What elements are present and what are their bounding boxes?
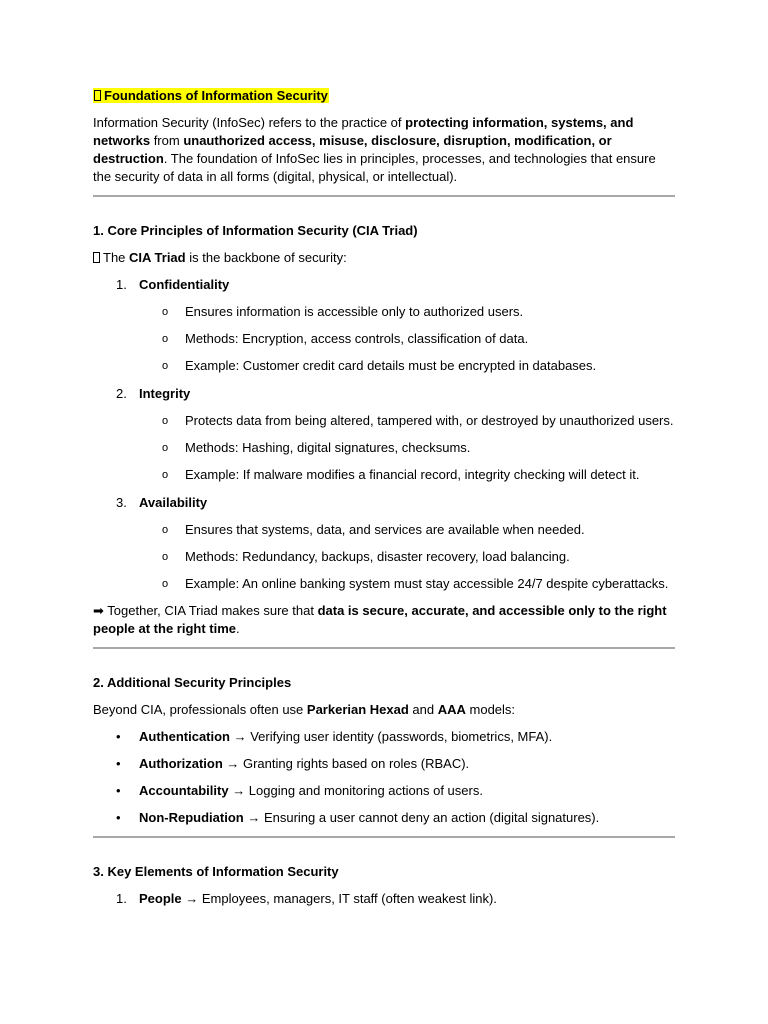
title-text: Foundations of Information Security [104,88,328,103]
document-body [93,87,675,908]
sub-bullet-marker: o [162,469,169,481]
sub-bullet-marker: o [162,360,169,372]
list-number: 1. [116,891,127,906]
sub-bullet-marker: o [162,524,169,536]
cia-lead-post: is the backbone of security: [185,250,347,265]
sub-list-item [93,439,675,457]
sub-item-text: Protects data from being altered, tampered with, or destroyed by unauthorized users. [185,413,674,428]
s2-lead-mid: and [408,702,438,717]
bullet-marker: • [116,783,121,798]
bullet-text: → Ensuring a user cannot deny an action (digital signatures). [243,810,600,825]
sub-item-text: Example: An online banking system must stay accessible 24/7 despite cyberattacks. [185,576,669,591]
sub-list-item [93,330,675,348]
sub-list-item [93,357,675,375]
sub-bullet-marker: o [162,442,169,454]
list-number: 3. [116,495,127,510]
bullet-text: → Logging and monitoring actions of users. [228,783,483,798]
sub-item-text: Methods: Redundancy, backups, disaster recovery, load balancing. [185,549,570,564]
s2-lead-bold-1: Parkerian Hexad [306,702,409,717]
bullet-marker: • [116,810,121,825]
placeholder-glyph-icon [94,90,101,101]
list-item-text: → Employees, managers, IT staff (often weakest link). [181,891,497,906]
bullet-item [93,755,675,773]
intro-bold-1: protecting information, systems, and networks [93,115,634,148]
sub-item-text: Ensures that systems, data, and services are available when needed. [185,522,585,537]
bullet-text: → Verifying user identity (passwords, biometrics, MFA). [230,729,553,744]
sub-item-text: Example: If malware modifies a financial record, integrity checking will detect it. [185,467,640,482]
list-item [93,890,675,908]
sub-list-item [93,303,675,321]
cia-lead-pre: The [103,250,130,265]
sub-bullet-marker: o [162,306,169,318]
list-item [93,276,675,294]
section-divider [93,195,675,197]
intro-text-3: . The foundation of InfoSec lies in principles, processes, and technologies that ensure the security of data in all forms (digital, physical, or intellectual). [93,151,656,184]
s2-lead-pre: Beyond CIA, professionals often use [93,702,307,717]
title-highlight [93,88,329,103]
placeholder-glyph-icon [93,252,100,263]
list-item-label: Confidentiality [139,277,230,292]
cia-summary-pre: Together, CIA Triad makes sure that [103,603,318,618]
s2-lead-post: models: [465,702,516,717]
list-number: 1. [116,277,127,292]
bullet-marker: • [116,729,121,744]
bullet-item [93,728,675,746]
document-title [93,87,675,105]
section-3-heading-text: 3. Key Elements of Information Security [93,864,339,879]
sub-item-text: Methods: Encryption, access controls, classification of data. [185,331,529,346]
bullet-label: Accountability [139,783,229,798]
bullet-label: Authorization [139,756,223,771]
bullet-item [93,782,675,800]
right-arrow-icon: ➡ [93,603,104,618]
bullet-item [93,809,675,827]
sub-list-item [93,575,675,593]
list-item [93,494,675,512]
s2-lead-bold-2: AAA [437,702,466,717]
bullet-label: Authentication [139,729,230,744]
section-2-heading [93,674,675,692]
list-item-label: Availability [139,495,208,510]
sub-bullet-marker: o [162,551,169,563]
bullet-label: Non-Repudiation [139,810,244,825]
section-2-heading-text: 2. Additional Security Principles [93,675,292,690]
intro-text-2: from [150,133,184,148]
section-divider [93,647,675,649]
sub-item-text: Ensures information is accessible only to authorized users. [185,304,524,319]
sub-bullet-marker: o [162,415,169,427]
sub-item-text: Methods: Hashing, digital signatures, checksums. [185,440,471,455]
section-1-heading-text: 1. Core Principles of Information Security (CIA Triad) [93,223,418,238]
bullet-text: → Granting rights based on roles (RBAC). [222,756,470,771]
sub-list-item [93,548,675,566]
section-3-heading [93,863,675,881]
bullet-marker: • [116,756,121,771]
cia-summary [93,602,675,638]
sub-bullet-marker: o [162,333,169,345]
list-item [93,385,675,403]
sub-bullet-marker: o [162,578,169,590]
list-item-label: Integrity [139,386,191,401]
intro-text-1: Information Security (InfoSec) refers to the practice of [93,115,406,130]
list-number: 2. [116,386,127,401]
cia-lead-bold: CIA Triad [129,250,186,265]
sub-list-item [93,412,675,430]
section-divider [93,836,675,838]
list-item-label: People [139,891,182,906]
sub-item-text: Example: Customer credit card details must be encrypted in databases. [185,358,597,373]
cia-summary-post: . [236,621,240,636]
sub-list-item [93,521,675,539]
section-2-lead [93,701,675,719]
sub-list-item [93,466,675,484]
intro-paragraph [93,114,675,186]
intro-bold-2: unauthorized access, misuse, disclosure, disruption, modification, or destruction [93,133,612,166]
cia-lead [93,249,675,267]
cia-summary-bold: data is secure, accurate, and accessible only to the right people at the right time [93,603,667,636]
section-1-heading [93,222,675,240]
